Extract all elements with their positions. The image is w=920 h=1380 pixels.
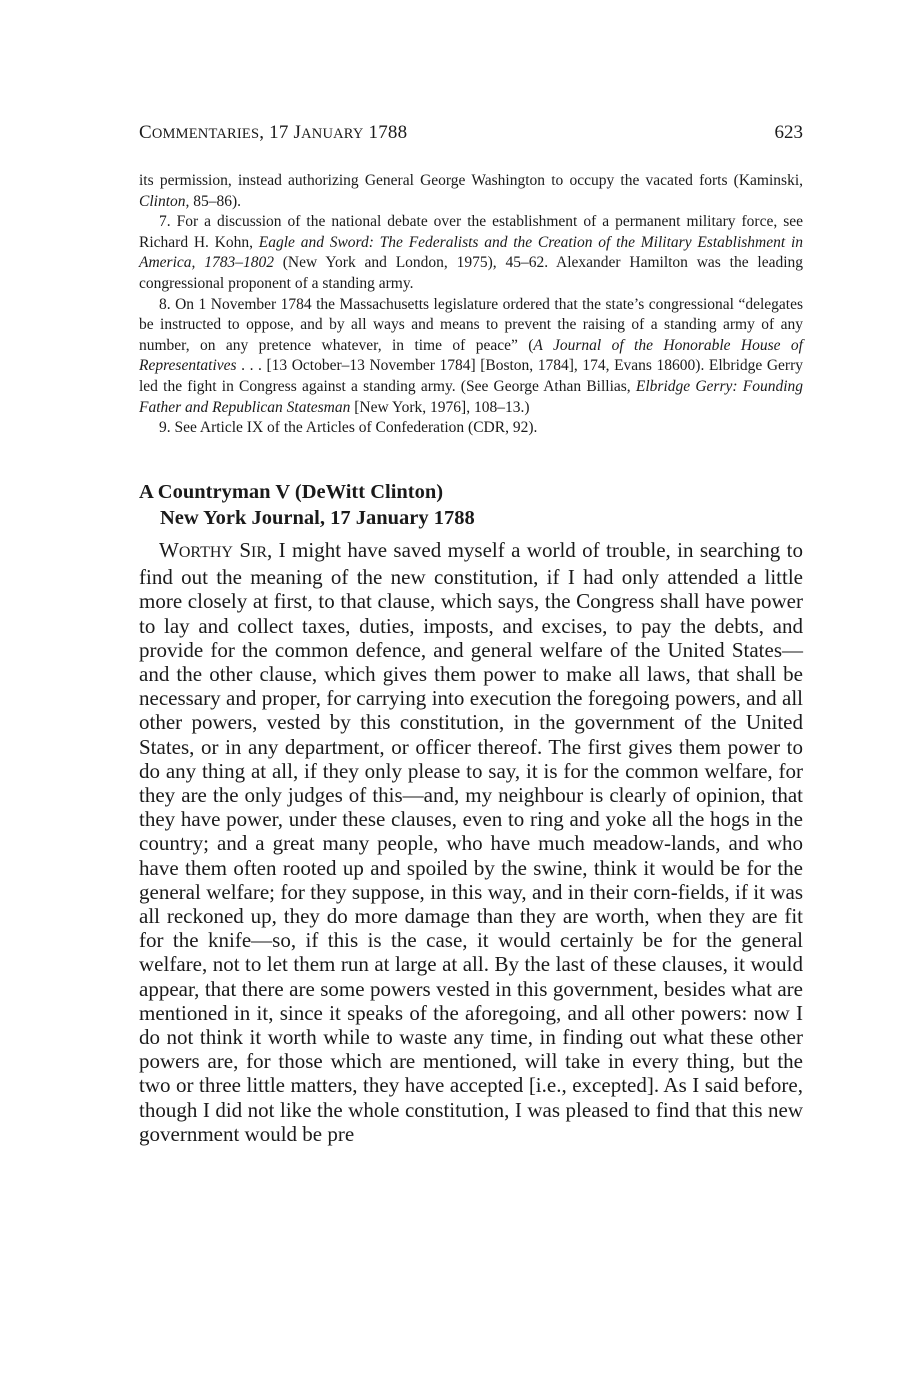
- running-head-smallcaps-2: ANUARY: [301, 126, 364, 142]
- running-head-smallcaps-1: OMMENTARIES: [151, 126, 260, 142]
- body-paragraph: [139, 538, 803, 1146]
- article-title: A Countryman V (DeWitt Clinton): [139, 481, 444, 503]
- note-text: [New York, 1976], 108–13.): [350, 398, 530, 416]
- page-number: 623: [774, 122, 803, 143]
- note-title: Elbridge Gerry: Founding Father and Republican Statesman: [139, 377, 804, 416]
- running-head: [139, 122, 407, 144]
- salutation-initial-2: S: [232, 538, 252, 562]
- note-text: (New York and London, 1975), 45–62. Alexander Hamilton was the leading congressional proponent of a standing army.: [139, 254, 804, 292]
- salutation-smallcaps-2: IR: [251, 544, 268, 561]
- footnote-9: 9. See Article IX of the Articles of Confederation (CDR, 92).: [159, 419, 538, 437]
- note-text: 85–86).: [189, 192, 242, 210]
- running-head-initial: C: [139, 122, 152, 143]
- note-text: its permission, instead authorizing General George Washington to occupy the vacated forts (Kaminski,: [139, 172, 803, 189]
- running-head-year: 1788: [363, 122, 408, 143]
- note-text: 7. For a discussion of the national debate over the establishment of a permanent military force, see Richard H. Kohn,: [139, 213, 803, 251]
- salutation-smallcaps: ORTHY: [178, 544, 233, 561]
- footnotes: [139, 171, 803, 439]
- note-text: 8. On 1 November 1784 the Massachusetts legislature ordered that the state’s congressional “delegates be instructed to oppose, and by all ways and means to prevent the raising of a standing army of any number, on any pretence whatever, in time of peace” (: [139, 295, 803, 354]
- footnote-7: [139, 212, 803, 294]
- article-body: [139, 538, 803, 1146]
- salutation-initial: W: [159, 538, 179, 562]
- body-text: , I might have saved myself a world of trouble, in searching to find out the meaning of the new constitution, if I had only attended a little more closely at first, to that clause, which says, the Congress shall have power to lay and collect taxes, duties, imposts, and excises, to pay the debts, and provide for the common defence, and general welfare of the United States—and the other clause, which gives them power to make all laws, that shall be necessary and proper, for carrying into execution the foregoing powers, and all other powers, vested by this constitution, in the government of the United States, or in any department, or officer thereof. The first gives them power to do any thing at all, if they only please to say, it is for the common welfare, for they are the only judges of this—and, my neighbour is clearly of opinion, that they have power, under these clauses, even to ring and yoke all the hogs in the country; and a great many people, who have much meadow-lands, and who have them often rooted up and spoiled by the swine, think it would be for the general welfare; for they suppose, in this way, and in their corn-fields, if it was all reckoned up, they do more damage than they are worth, when they are fit for the knife—so, if this is the case, it would certainly be for the general welfare, not to let them run at large at all. By the last of these clauses, it would appear, that there are some powers vested in this government, besides what are mentioned in it, since it speaks of the aforegoing, and all other powers: now I do not think it worth while to waste any time, in finding out what these other powers are, for those which are mentioned, will take in every thing, but the two or three little matters, they have accepted [i.e., excepted]. As I said before, though I did not like the whole constitution, I was pleased to find that this new government would be pre: [139, 538, 804, 1146]
- article-heading: [139, 480, 803, 531]
- footnote-8: [139, 295, 803, 419]
- article-source: New York Journal, 17 January 1788: [160, 506, 475, 529]
- running-head-date: , 17 J: [259, 122, 302, 143]
- note-title: Clinton,: [139, 192, 190, 210]
- running-header: [139, 122, 803, 148]
- note-text: . . . [13 October–13 November 1784] [Boston, 1784], 174, Evans 18600). Elbridge Gerry led the fight in Congress against a standing army. (See George Athan Billias,: [139, 357, 803, 395]
- note-title: Eagle and Sword: The Federalists and the Creation of the Military Establishment in America, 1783–1802: [139, 233, 803, 272]
- note-title: A Journal of the Honorable House of Representatives: [139, 336, 803, 375]
- footnote-6-continuation: [139, 171, 803, 212]
